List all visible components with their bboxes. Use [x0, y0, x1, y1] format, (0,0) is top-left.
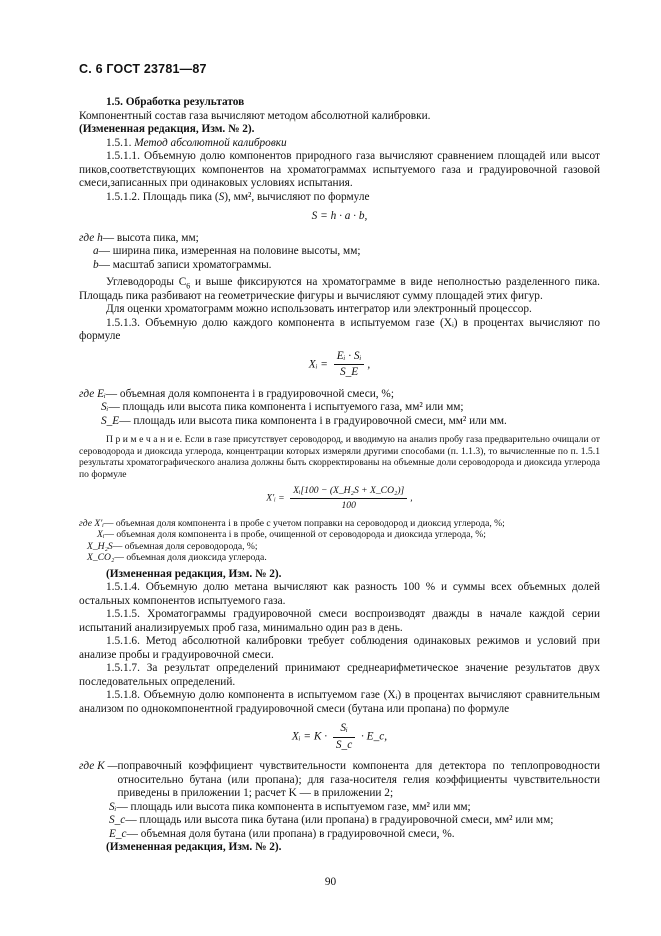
paragraph: 1.5.1.5. Хроматограммы градуировочной смеси воспроизводят дважды в начале каждой серии испытаний анализируемых проб газа, минимально один раз в день. — [79, 608, 600, 634]
definition-row: X_H₂S — объемная доля сероводорода, %; — [87, 540, 258, 552]
fraction: $\frac{\text{Eᵢ · Sᵢ}}{S\_E}$ — [334, 350, 365, 380]
formula-area: S = h · a · b, — [311, 210, 368, 222]
definition-row: S_c — площадь или высота пика бутана (или пропана) в градуировочной смеси, мм² или мм; — [109, 814, 554, 827]
definition-row: где X′ᵢ — объемная доля компонента i в пробе с учетом поправки на сероводород и диоксид углерода, %; — [79, 517, 505, 529]
paragraph: 1.5.1.1. Объемную долю компонентов природного газа вычисляют сравнением площадей или высот пиков,соответствующих компонентов на хроматограммах испытуемого газа и градуировочной газовой смеси,записанных при одинаковых условиях испытания. — [79, 150, 600, 189]
definition-row: где K — поправочный коэффициент чувствительности компонента для детектора по теплопроводности относительно бутана (или пропана); для газа-носителя гелия коэффициенты чувствительности приведены в приложении 1; расчет K — в приложении 2; — [79, 760, 600, 800]
definition-row: X_CO₂ — объемная доля диоксида углерода. — [87, 552, 267, 564]
revision-note: (Измененная редакция, Изм. № 2). — [106, 567, 282, 580]
definition-row: где h — высота пика, мм; — [79, 231, 199, 244]
definition-row: где Eᵢ — объемная доля компонента i в градуировочной смеси, %; — [79, 387, 394, 400]
definition-row: a — ширина пика, измеренная на половине высоты, мм; — [93, 245, 361, 257]
paragraph: Для оценки хроматограмм можно использовать интегратор или электронный процессор. — [106, 303, 532, 315]
definition-row: Sᵢ — площадь или высота пика компонента i испытуемого газа, мм² или мм; — [101, 401, 464, 413]
note-text: П р и м е ч а н и е. Если в газе присутствует сероводород, и вводимую на анализ пробу газа предварительно очищали от сероводорода и диоксида углерода, концентрации которых измеряли другими способами (п. 1.1.3), то вычисленные по п. 1.5.1 результаты хроматографического анализа должны быть скорректированы на объемные доли сероводорода и диоксида углерода по формуле — [79, 434, 600, 480]
formula-concentration: Xᵢ = $\frac{\text{Eᵢ · Sᵢ}}{S\_E}$ , — [308, 349, 371, 378]
formula-correction: X′ᵢ = $\frac{\text{Xᵢ[100 − (X\_H₂S + X\_CO₂)]}}{100}$ , — [266, 485, 413, 511]
page-number: 90 — [324, 876, 337, 888]
fraction: $\frac{\text{Sᵢ}}{S\_c}$ — [333, 722, 355, 752]
definition-row: Xᵢ — объемная доля компонента i в пробе, очищенной от сероводорода и диоксида углерода, %; — [97, 529, 486, 541]
definition-row: Sᵢ — площадь или высота пика компонента в испытуемом газе, мм² или мм; — [109, 800, 471, 813]
paragraph: 1.5.1.3. Объемную долю каждого компонента в испытуемом газе (Xᵢ) в процентах вычисляют по формуле — [79, 316, 600, 342]
paragraph: Углеводороды $С_6$ и выше фиксируются на хроматограмме в виде неполностью разделенного пика. Площадь пика разбивают на геометрические фигуры и вычисляют сумму площадей этих фигур. — [79, 276, 600, 302]
page-header: С. 6 ГОСТ 23781—87 — [79, 62, 207, 76]
subsection-name: Метод абсолютной калибровки — [134, 136, 287, 149]
fraction: $\frac{\text{Xᵢ[100 − (X\_H₂S + X\_CO₂)]}}{100}$ — [290, 485, 407, 511]
revision-note: (Измененная редакция, Изм. № 2). — [106, 841, 282, 854]
subsection-number: 1.5.1. — [106, 136, 132, 149]
section-title: 1.5. Обработка результатов — [106, 96, 245, 108]
paragraph: 1.5.1.2. Площадь пика (S), мм², вычисляют по формуле — [106, 190, 370, 203]
definition-row: S_E — площадь или высота пика компонента i в градуировочной смеси, мм² или мм. — [101, 414, 507, 427]
formula-relative: Xᵢ = K · $\frac{\text{Sᵢ}}{S\_c}$ · E_c, — [291, 722, 388, 751]
paragraph: 1.5.1.8. Объемную долю компонента в испытуемом газе (Xᵢ) в процентах вычисляют сравнительным анализом по однокомпонентной градуировочной смеси (бутана или пропана) по формуле — [79, 689, 600, 715]
subsection-title — [79, 137, 600, 151]
definition-row: E_c — объемная доля бутана (или пропана) в градуировочной смеси, %. — [109, 827, 455, 840]
revision-note: (Измененная редакция, Изм. № 2). — [79, 123, 255, 135]
note-block — [79, 434, 600, 564]
definition-row: b — масштаб записи хроматограммы. — [93, 258, 272, 271]
paragraph: 1.5.1.7. За результат определений принимают среднеарифметическое значение результатов двух последовательных определений. — [79, 662, 600, 688]
paragraph: 1.5.1.4. Объемную долю метана вычисляют как разность 100 % и суммы всех объемных долей остальных компонентов испытуемого газа. — [79, 581, 600, 607]
document-body — [79, 96, 600, 855]
paragraph: 1.5.1.6. Метод абсолютной калибровки требует соблюдения одинаковых режимов и условий при анализе пробы и градуировочной смеси. — [79, 635, 600, 661]
paragraph: Компонентный состав газа вычисляют методом абсолютной калибровки. — [79, 109, 431, 122]
